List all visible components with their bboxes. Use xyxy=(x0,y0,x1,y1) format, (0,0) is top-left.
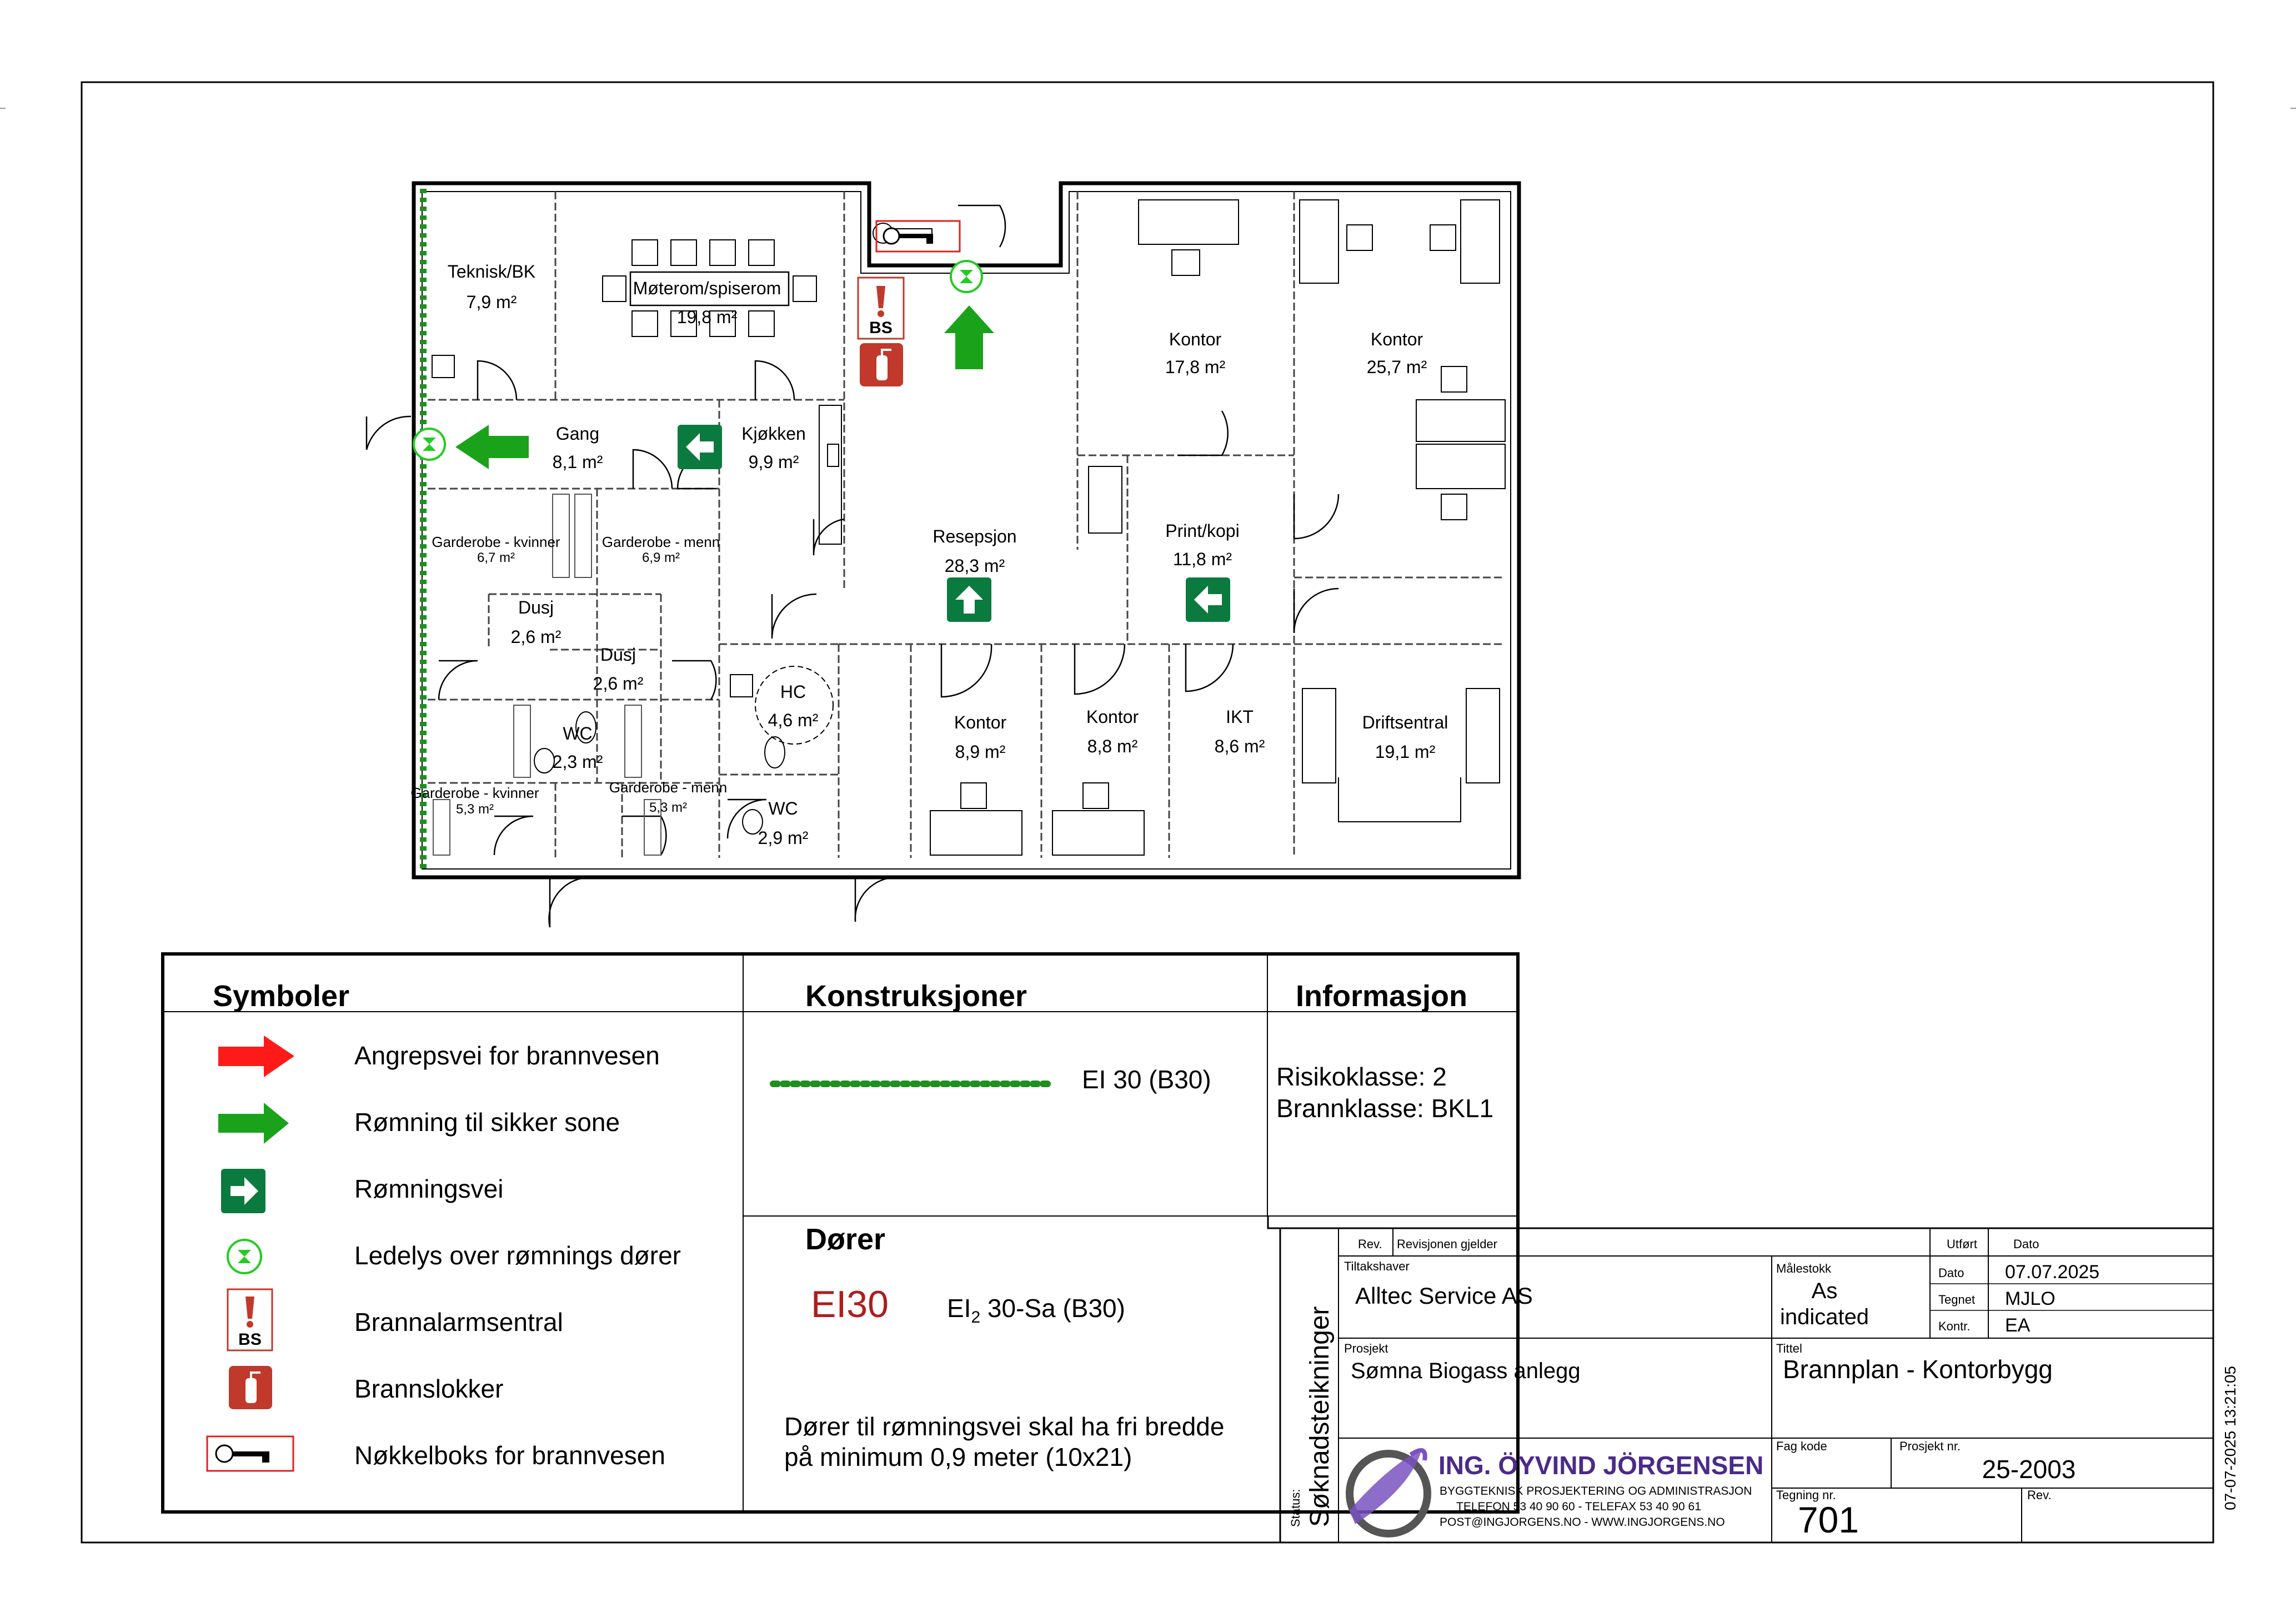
room-area: 8,1 m² xyxy=(552,452,603,472)
room-area: 19,8 m² xyxy=(676,307,738,327)
tegnet-label: Tegnet xyxy=(1938,1293,1976,1307)
legend-label: Angrepsvei for brannvesen xyxy=(354,1041,660,1070)
room-area: 25,7 m² xyxy=(1366,357,1427,377)
door-label xyxy=(947,1294,1125,1326)
room-name: Kontor xyxy=(1370,329,1423,349)
room-name: Garderobe - kvinner xyxy=(410,785,539,801)
room-area: 8,6 m² xyxy=(1214,736,1265,756)
prosjektnr-label: Prosjekt nr. xyxy=(1899,1439,1961,1453)
company-line: BYGGTEKNISK PROSJEKTERING OG ADMINISTRASJON xyxy=(1440,1485,1752,1498)
plan-escape-route-sign-icon xyxy=(947,577,991,622)
constructions-title: Konstruksjoner xyxy=(805,979,1027,1013)
legend-label: Brannalarmsentral xyxy=(354,1308,563,1336)
tiltakshaver-label: Tiltakshaver xyxy=(1344,1259,1410,1273)
room-name: Resepsjon xyxy=(933,526,1017,546)
rev2-label: Rev. xyxy=(2027,1488,2052,1502)
plan-escape-route-sign-icon xyxy=(1186,577,1230,622)
plan-signage xyxy=(414,221,1230,622)
malestokk-value: indicated xyxy=(1779,1305,1869,1329)
tittel-label: Tittel xyxy=(1776,1341,1802,1355)
info-title: Informasjon xyxy=(1296,979,1468,1013)
door-code: EI30 xyxy=(811,1283,889,1325)
room-area: 2,6 m² xyxy=(593,674,644,694)
legend-label: Nøkkelboks for brannvesen xyxy=(354,1441,665,1470)
room-area: 19,1 m² xyxy=(1375,742,1436,762)
room-area: 2,9 m² xyxy=(758,828,809,848)
room-area: 2,6 m² xyxy=(510,627,562,647)
room-area: 4,6 m² xyxy=(768,710,819,730)
green-arrow-icon xyxy=(218,1103,289,1144)
exit-light-icon xyxy=(228,1240,261,1273)
room-name: Gang xyxy=(555,424,600,444)
prosjekt-label: Prosjekt xyxy=(1344,1341,1388,1355)
plan-fire-extinguisher-icon xyxy=(860,343,903,386)
room-name: Kjøkken xyxy=(741,424,806,444)
tegningnr-value: 701 xyxy=(1797,1499,1859,1540)
room-area: 7,9 m² xyxy=(466,292,517,312)
rev-label: Rev. xyxy=(1358,1237,1382,1251)
tegnet-value: MJLO xyxy=(2005,1288,2056,1309)
kontr-label: Kontr. xyxy=(1938,1319,1971,1333)
symbols-title: Symboler xyxy=(213,979,350,1013)
dato-value: 07.07.2025 xyxy=(2005,1262,2100,1283)
door-note-line: på minimum 0,9 meter (10x21) xyxy=(784,1443,1132,1471)
prosjektnr-value: 25-2003 xyxy=(1982,1455,2076,1484)
room-name: Print/kopi xyxy=(1165,521,1240,541)
room-name: IKT xyxy=(1226,707,1254,727)
room-area: 5,3 m² xyxy=(649,800,688,815)
rev-desc-label: Revisjonen gjelder xyxy=(1397,1237,1497,1251)
room-name: Kontor xyxy=(1169,329,1222,349)
room-name: Dusj xyxy=(518,597,554,617)
status-value: Søknadsteikninger xyxy=(1305,1306,1335,1527)
dato-label: Dato xyxy=(1938,1266,1964,1280)
legend-label: Rømningsvei xyxy=(354,1174,504,1203)
tegningnr-label: Tegning nr. xyxy=(1776,1488,1836,1502)
room-area: 17,8 m² xyxy=(1165,357,1226,377)
malestokk-label: Målestokk xyxy=(1776,1262,1832,1275)
dato-col-label: Dato xyxy=(2013,1237,2039,1251)
plan-escape-arrow-up-icon xyxy=(944,305,994,369)
malestokk-value: As xyxy=(1811,1279,1838,1303)
floor-plan xyxy=(367,183,1519,927)
room-area: 28,3 m² xyxy=(944,556,1005,576)
room-area: 5,3 m² xyxy=(455,802,494,817)
tittel-value: Brannplan - Kontorbygg xyxy=(1783,1355,2053,1384)
door-note-line: Dører til rømningsvei skal ha fri bredde xyxy=(784,1412,1225,1441)
red-arrow-icon xyxy=(218,1036,294,1077)
legend-bs-badge: BS xyxy=(238,1330,262,1349)
door-label-rest: 30-Sa (B30) xyxy=(980,1294,1125,1323)
room-labels xyxy=(410,262,1448,848)
plan-exit-light-icon xyxy=(951,261,982,292)
plan-exit-light-icon xyxy=(414,429,445,460)
escape-route-sign-icon xyxy=(221,1169,265,1213)
legend-label: Rømning til sikker sone xyxy=(354,1108,620,1137)
legend-label: Ledelys over rømnings dører xyxy=(354,1241,681,1270)
room-name: HC xyxy=(780,682,806,702)
room-name: WC xyxy=(768,798,798,818)
room-name: Kontor xyxy=(1086,707,1139,727)
room-area: 2,3 m² xyxy=(552,752,603,772)
company-name: ING. ÖYVIND JÖRGENSEN xyxy=(1438,1451,1764,1480)
plan-escape-route-sign-icon xyxy=(678,425,722,469)
room-area: 8,9 m² xyxy=(955,742,1006,762)
fire-alarm-panel-icon xyxy=(228,1289,272,1350)
room-area: 8,8 m² xyxy=(1087,736,1138,756)
key-box-icon xyxy=(207,1436,293,1471)
room-area: 6,7 m² xyxy=(477,550,515,565)
plan-fire-alarm-panel-icon xyxy=(858,278,904,339)
company-logo xyxy=(1350,1449,1427,1534)
room-name: Kontor xyxy=(954,712,1007,732)
prosjekt-value: Sømna Biogass anlegg xyxy=(1351,1359,1581,1383)
info-line: Risikoklasse: 2 xyxy=(1276,1062,1447,1091)
plan-escape-arrow-left-icon xyxy=(455,425,529,469)
plan-bs-badge: BS xyxy=(869,319,893,337)
room-name: Driftsentral xyxy=(1362,712,1448,732)
room-name: Dusj xyxy=(600,645,636,665)
construction-label: EI 30 (B30) xyxy=(1082,1065,1211,1094)
info-line: Brannklasse: BKL1 xyxy=(1276,1094,1494,1123)
door-label-sub: 2 xyxy=(971,1308,981,1326)
utfort-label: Utført xyxy=(1947,1237,1977,1251)
legend-label: Brannslokker xyxy=(354,1374,504,1403)
room-name: Garderobe - kvinner xyxy=(432,534,560,550)
room-name: Garderobe - menn xyxy=(609,779,728,796)
fire-extinguisher-icon xyxy=(229,1366,272,1409)
room-name: Garderobe - menn xyxy=(601,534,720,550)
room-area: 6,9 m² xyxy=(641,550,680,565)
plot-timestamp: 07-07-2025 13:21:05 xyxy=(2222,1366,2239,1510)
room-area: 9,9 m² xyxy=(748,452,799,472)
room-name: WC xyxy=(563,723,593,743)
kontr-value: EA xyxy=(2005,1315,2031,1336)
company-line: TELEFON 53 40 90 60 - TELEFAX 53 40 90 61 xyxy=(1456,1500,1701,1513)
company-line: POST@INGJORGENS.NO - WWW.INGJORGENS.NO xyxy=(1440,1516,1725,1529)
room-name: Møterom/spiserom xyxy=(633,278,781,298)
fagkode-label: Fag kode xyxy=(1776,1439,1827,1453)
tiltakshaver-value: Alltec Service AS xyxy=(1355,1283,1533,1309)
status-label: Status: xyxy=(1289,1489,1302,1527)
room-name: Teknisk/BK xyxy=(447,262,536,282)
door-label-main: EI xyxy=(947,1294,971,1323)
room-area: 11,8 m² xyxy=(1172,549,1232,569)
doors-title: Dører xyxy=(805,1223,886,1256)
